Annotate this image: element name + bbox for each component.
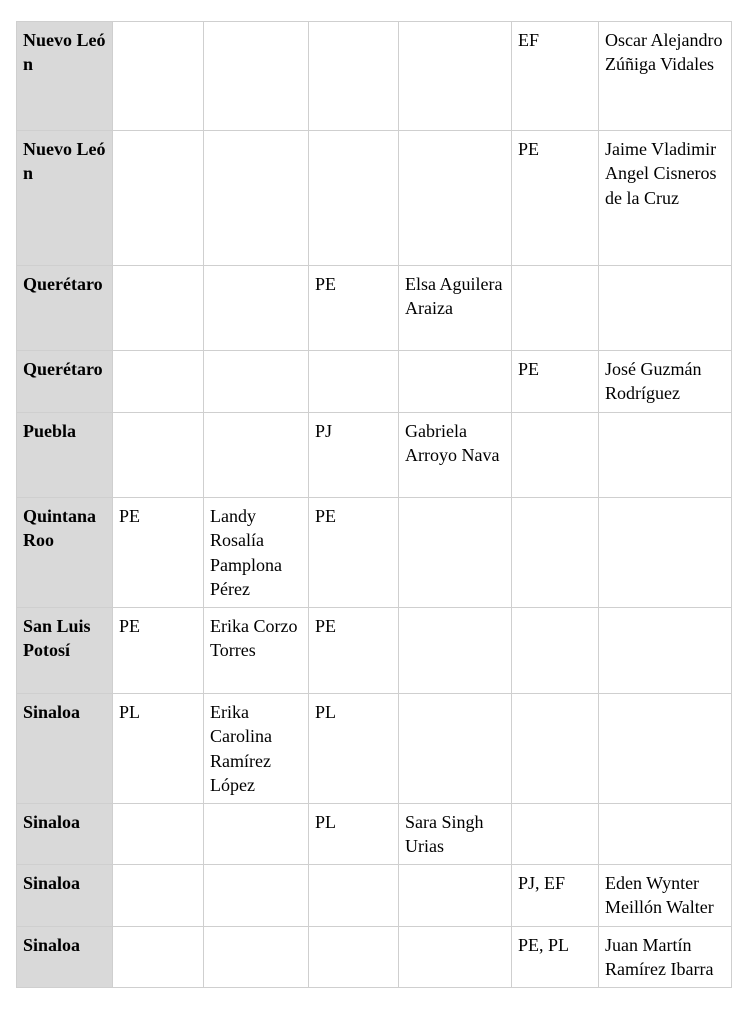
- table-cell: [113, 927, 204, 988]
- table-cell: [204, 351, 309, 413]
- table-cell: [204, 22, 309, 131]
- table-cell: [113, 804, 204, 865]
- table-cell: [113, 413, 204, 498]
- state-cell: Nuevo León: [17, 22, 113, 131]
- table-cell: [113, 131, 204, 266]
- table-cell: PE: [309, 608, 399, 694]
- table-cell: [204, 131, 309, 266]
- table-cell: Sara Singh Urias: [399, 804, 512, 865]
- table-cell: PE: [309, 266, 399, 351]
- table-cell: Jaime Vladimir Angel Cisneros de la Cruz: [599, 131, 732, 266]
- table-cell: PE: [113, 608, 204, 694]
- table-cell: [113, 22, 204, 131]
- table-cell: [599, 266, 732, 351]
- table-cell: [204, 804, 309, 865]
- table-cell: PE: [512, 131, 599, 266]
- table-cell: [204, 413, 309, 498]
- table-cell: [399, 131, 512, 266]
- table-cell: [399, 608, 512, 694]
- table-cell: Erika Corzo Torres: [204, 608, 309, 694]
- table-row: [17, 927, 732, 988]
- table-cell: [399, 498, 512, 608]
- table-cell: PL: [113, 694, 204, 804]
- table-cell: Eden Wynter Meillón Walter: [599, 865, 732, 927]
- table-cell: [204, 865, 309, 927]
- table-cell: Elsa Aguilera Araiza: [399, 266, 512, 351]
- state-cell: Puebla: [17, 413, 113, 498]
- table-cell: [512, 694, 599, 804]
- state-cell: Quintana Roo: [17, 498, 113, 608]
- table-row: [17, 498, 732, 608]
- table-cell: Juan Martín Ramírez Ibarra: [599, 927, 732, 988]
- table-cell: [309, 22, 399, 131]
- table-cell: [512, 804, 599, 865]
- table-cell: [204, 266, 309, 351]
- table-cell: PJ, EF: [512, 865, 599, 927]
- table-cell: Landy Rosalía Pamplona Pérez: [204, 498, 309, 608]
- table-cell: Oscar Alejandro Zúñiga Vidales: [599, 22, 732, 131]
- state-cell: Querétaro: [17, 266, 113, 351]
- table-cell: [599, 498, 732, 608]
- table-row: [17, 266, 732, 351]
- table-cell: José Guzmán Rodríguez: [599, 351, 732, 413]
- table-cell: EF: [512, 22, 599, 131]
- table-cell: [512, 266, 599, 351]
- table-cell: [599, 608, 732, 694]
- table-cell: [399, 865, 512, 927]
- table-cell: PL: [309, 804, 399, 865]
- state-cell: San Luis Potosí: [17, 608, 113, 694]
- table-cell: PE, PL: [512, 927, 599, 988]
- table-cell: [512, 498, 599, 608]
- state-cell: Sinaloa: [17, 804, 113, 865]
- table-row: [17, 865, 732, 927]
- table-row: [17, 608, 732, 694]
- table-cell: [399, 927, 512, 988]
- table-cell: PL: [309, 694, 399, 804]
- table-row: [17, 804, 732, 865]
- table-row: [17, 22, 732, 131]
- table-cell: [204, 927, 309, 988]
- officials-table: [16, 21, 732, 988]
- table-cell: [113, 351, 204, 413]
- table-cell: [512, 413, 599, 498]
- table-cell: PJ: [309, 413, 399, 498]
- state-cell: Sinaloa: [17, 694, 113, 804]
- table-cell: [309, 351, 399, 413]
- table-cell: PE: [309, 498, 399, 608]
- table-row: [17, 694, 732, 804]
- table-cell: [512, 608, 599, 694]
- state-cell: Sinaloa: [17, 927, 113, 988]
- table-cell: [599, 694, 732, 804]
- table-cell: [113, 865, 204, 927]
- state-cell: Sinaloa: [17, 865, 113, 927]
- table-cell: [599, 413, 732, 498]
- table-cell: [309, 865, 399, 927]
- table-cell: PE: [113, 498, 204, 608]
- table-cell: [399, 22, 512, 131]
- table-cell: Erika Carolina Ramírez López: [204, 694, 309, 804]
- table-cell: [309, 927, 399, 988]
- table-cell: [399, 694, 512, 804]
- table-cell: [399, 351, 512, 413]
- table-row: [17, 131, 732, 266]
- state-cell: Nuevo León: [17, 131, 113, 266]
- table-row: [17, 351, 732, 413]
- table-row: [17, 413, 732, 498]
- table-cell: PE: [512, 351, 599, 413]
- table-cell: [113, 266, 204, 351]
- table-cell: Gabriela Arroyo Nava: [399, 413, 512, 498]
- state-cell: Querétaro: [17, 351, 113, 413]
- table-cell: [599, 804, 732, 865]
- table-cell: [309, 131, 399, 266]
